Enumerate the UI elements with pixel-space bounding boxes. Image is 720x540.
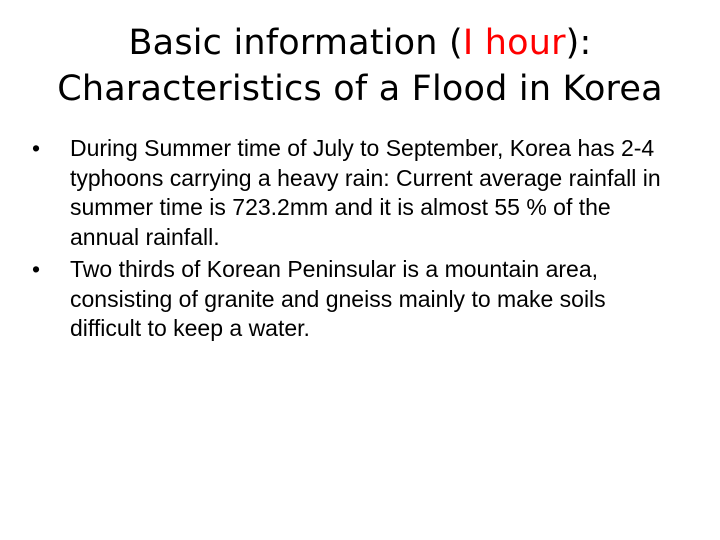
title-line-1-suffix: ): [565, 23, 592, 63]
title-line-1-prefix: Basic information ( [128, 23, 463, 63]
bullet-text: During Summer time of July to September, Korea has 2-4 typhoons carrying a heavy rain: Current average rainfall in summer time is 723.2mm and it is almost 55 % of the annual rainfall. [70, 135, 661, 250]
bullet-icon: • [32, 256, 41, 282]
title-duration-highlight: I hour [462, 23, 566, 63]
bullet-text: Two thirds of Korean Peninsular is a mountain area, consisting of granite and gneiss mainly to make soils difficult to keep a water. [70, 256, 606, 341]
slide-body [30, 134, 670, 347]
bullet-list [30, 134, 670, 344]
bullet-item-terrain [30, 255, 670, 344]
title-line-2: Characteristics of a Flood in Korea [57, 69, 663, 109]
bullet-item-rainfall [30, 134, 670, 252]
title-line-1 [20, 20, 700, 66]
slide-title [20, 20, 700, 112]
bullet-icon: • [32, 135, 41, 161]
